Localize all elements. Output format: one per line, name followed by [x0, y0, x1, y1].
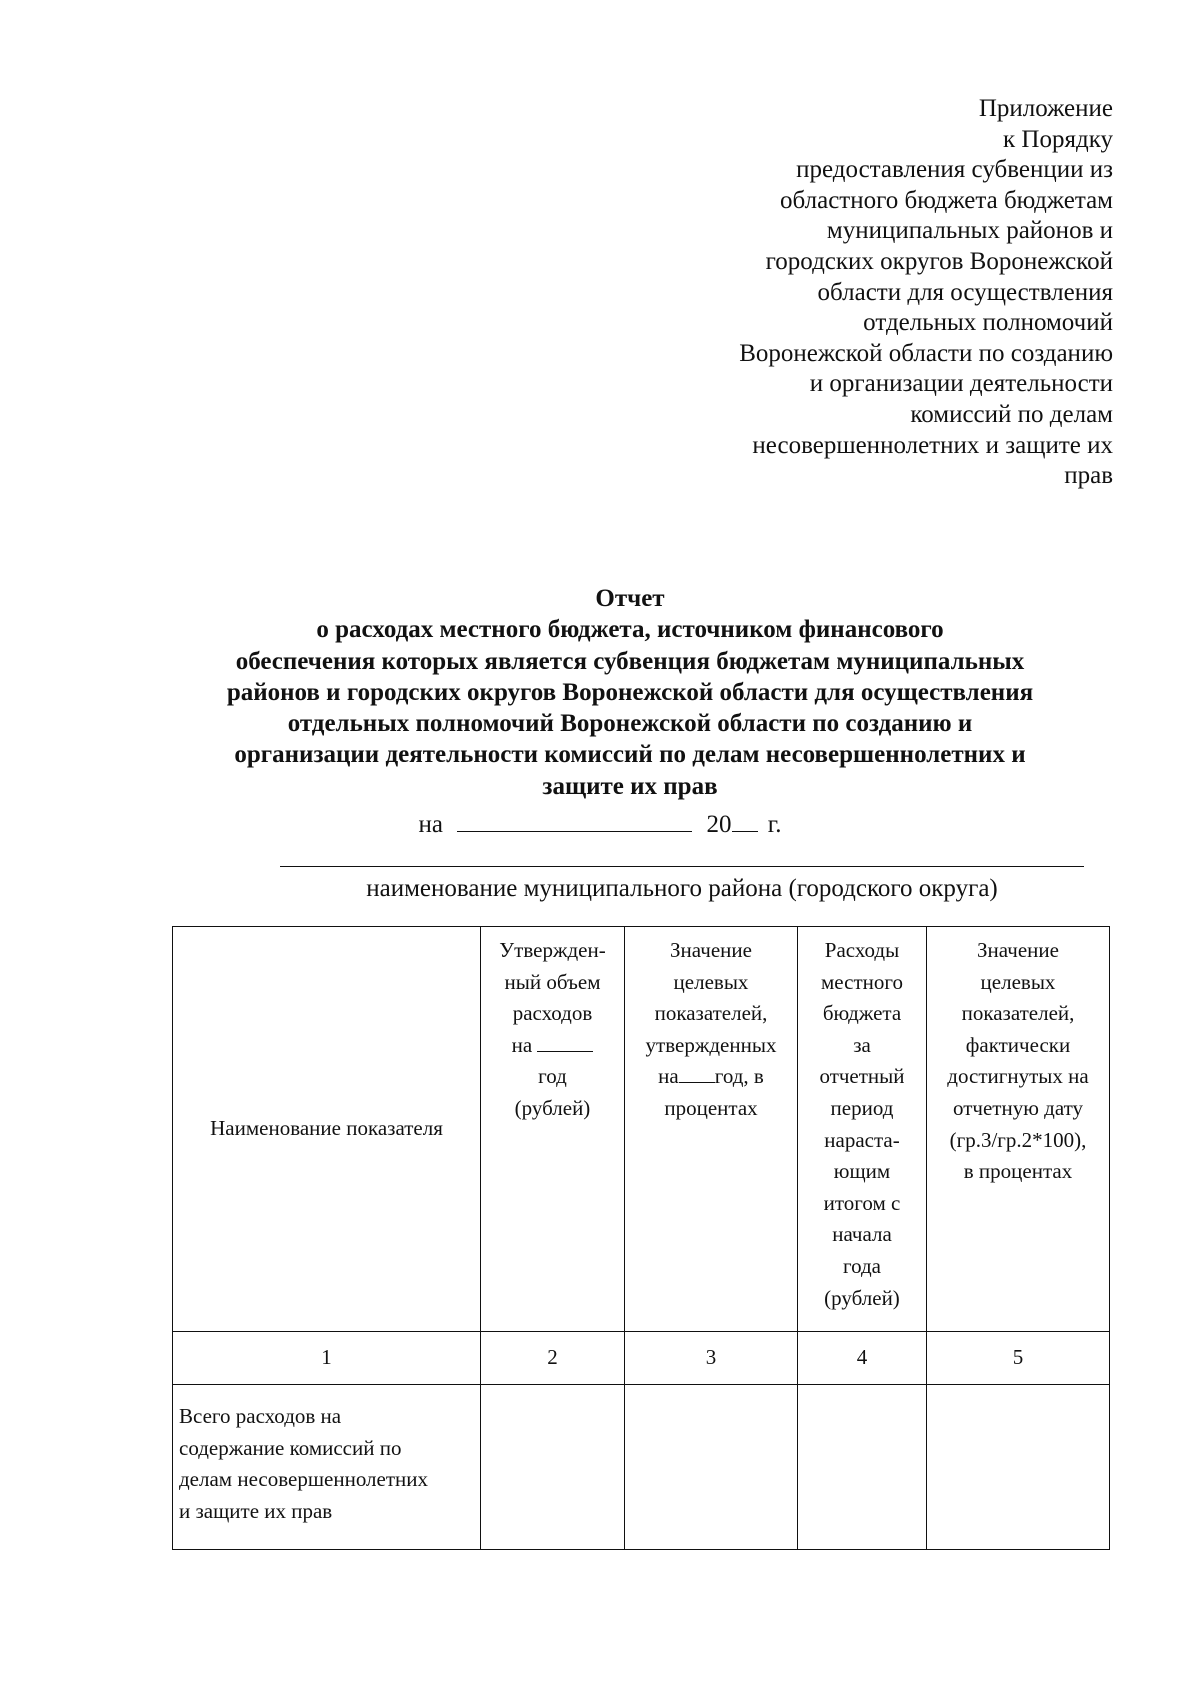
header-label: год, в: [714, 1064, 764, 1089]
year-blank-field[interactable]: [537, 1035, 593, 1052]
report-subtitle-line: районов и городских округов Воронежской области для осуществления: [226, 678, 1034, 706]
column-number: 5: [927, 1332, 1110, 1385]
header-label: начала: [832, 1222, 892, 1247]
date-prefix: на: [418, 811, 444, 838]
date-year: 20: [706, 811, 732, 838]
column-number: 2: [481, 1332, 625, 1385]
header-label: (рублей): [824, 1285, 900, 1310]
appendix-line: отдельных полномочий: [863, 309, 1113, 337]
report-table: [172, 926, 1110, 1550]
appendix-line: несовершеннолетних и защите их: [752, 431, 1113, 459]
appendix-header: [593, 94, 1113, 492]
report-subtitle-line: обеспечения которых является субвенция бюджетам муниципальных: [235, 647, 1025, 675]
header-label: Значение: [977, 938, 1059, 962]
header-label: целевых: [673, 969, 749, 994]
appendix-line: комиссий по делам: [910, 400, 1113, 428]
appendix-line: области для осуществления: [817, 278, 1113, 306]
report-subtitle-line: защите их прав: [542, 772, 718, 800]
header-label: за: [853, 1032, 871, 1057]
table-row: [173, 1385, 1110, 1550]
appendix-line: и организации деятельности: [809, 370, 1113, 398]
report-date-line: [0, 810, 1200, 840]
header-cell-indicator-name: [173, 927, 481, 1332]
header-cell-target-approved: [625, 927, 798, 1332]
column-number: 1: [173, 1332, 481, 1385]
row-label: Всего расходов на: [179, 1404, 342, 1428]
header-label: процентах: [664, 1095, 758, 1120]
date-blank-field[interactable]: [457, 811, 692, 832]
header-label: нараста-: [824, 1127, 900, 1152]
table-header-row: [173, 927, 1110, 1332]
header-label: показателей,: [961, 1001, 1075, 1026]
report-title-block: [160, 583, 1100, 802]
appendix-line: прав: [1064, 462, 1113, 490]
row-label-cell: [173, 1385, 481, 1550]
header-label: Расходы: [824, 938, 900, 962]
date-suffix: г.: [767, 811, 782, 838]
header-cell-approved-volume: [481, 927, 625, 1332]
header-label: отчетный: [819, 1064, 905, 1089]
header-label: фактически: [965, 1032, 1071, 1057]
appendix-line: муниципальных районов и: [826, 217, 1113, 245]
report-subtitle-line: организации деятельности комиссий по делам несовершеннолетних и: [234, 741, 1026, 769]
header-label: (гр.3/гр.2*100),: [949, 1127, 1087, 1152]
column-number: 4: [798, 1332, 927, 1385]
column-number: 3: [625, 1332, 798, 1385]
header-label: утвержденных: [645, 1032, 777, 1057]
header-label: достигнутых на: [947, 1064, 1089, 1089]
row-label: содержание комиссий по: [179, 1435, 402, 1460]
year-blank-field[interactable]: [732, 811, 758, 832]
report-title: Отчет: [595, 585, 665, 612]
report-subtitle-line: отдельных полномочий Воронежской области по созданию и: [287, 710, 973, 738]
value-cell-target-approved[interactable]: [625, 1385, 798, 1550]
appendix-line: предоставления субвенции из: [796, 156, 1113, 184]
column-number-row: [173, 1332, 1110, 1385]
row-label: и защите их прав: [179, 1498, 333, 1523]
header-label: отчетную дату: [953, 1095, 1083, 1120]
row-label: делам несовершеннолетних: [179, 1467, 429, 1492]
appendix-line: Воронежской области по созданию: [739, 339, 1113, 367]
report-subtitle-line: о расходах местного бюджета, источником финансового: [316, 616, 944, 644]
header-label: Значение: [670, 938, 752, 962]
header-label: период: [830, 1095, 894, 1120]
year-blank-field[interactable]: [679, 1066, 715, 1083]
header-label: расходов: [512, 1001, 593, 1026]
appendix-line: Приложение: [978, 95, 1113, 122]
value-cell-target-achieved[interactable]: [927, 1385, 1110, 1550]
header-label: целевых: [980, 969, 1056, 994]
municipality-name-field[interactable]: [280, 866, 1084, 867]
header-label: год: [538, 1064, 567, 1089]
header-label: на: [658, 1064, 679, 1089]
header-label: на: [511, 1032, 533, 1057]
header-label: в процентах: [963, 1159, 1073, 1184]
appendix-line: городских округов Воронежской: [765, 247, 1113, 275]
header-label: ный объем: [504, 969, 601, 994]
header-label: (рублей): [514, 1095, 591, 1120]
header-label: Наименование показателя: [210, 1116, 443, 1141]
header-cell-local-expenses: [798, 927, 927, 1332]
header-label: года: [843, 1253, 881, 1278]
header-label: ющим: [833, 1159, 891, 1184]
header-cell-target-achieved: [927, 927, 1110, 1332]
header-label: бюджета: [822, 1001, 902, 1026]
header-label: местного: [821, 969, 903, 994]
value-cell-approved-volume[interactable]: [481, 1385, 625, 1550]
municipality-caption: наименование муниципального района (городского округа): [366, 875, 998, 902]
header-label: итогом с: [823, 1190, 901, 1215]
appendix-line: областного бюджета бюджетам: [780, 186, 1113, 214]
header-label: показателей,: [654, 1001, 768, 1026]
value-cell-local-expenses[interactable]: [798, 1385, 927, 1550]
appendix-line: к Порядку: [1003, 125, 1113, 153]
header-label: Утвержден-: [499, 938, 606, 962]
